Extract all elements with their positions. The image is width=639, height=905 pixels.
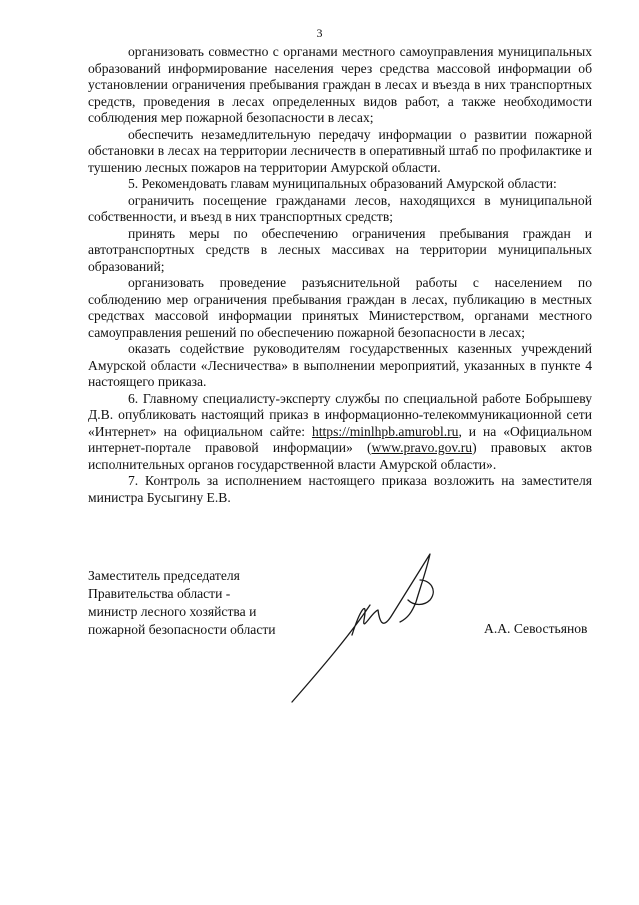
signatory-title [88, 567, 276, 639]
signatory-name: А.А. Севостьянов [484, 621, 588, 636]
signatory-title-line: министр лесного хозяйства и [88, 604, 257, 619]
page-number: 3 [316, 26, 323, 40]
document-body [88, 44, 592, 506]
item-6-text-part1: 6. Главному специалисту-эксперту службы по специальной работе Бобрышеву Д.В. опубликовать настоящий приказ в информационно-телекоммуникационной сети «Интернет» на официальном сайте: [88, 390, 592, 439]
signatory-title-line: Правительства области - [88, 586, 231, 601]
signatory-title-line: Заместитель председателя [88, 568, 240, 583]
handwritten-signature [280, 540, 450, 710]
paragraph-item-7: 7. Контроль за исполнением настоящего приказа возложить на заместителя министра Бусыгину Е.В. [88, 473, 592, 505]
item-6-text-part3: ) правовых актов исполнительных органов государственной власти Амурской области». [88, 440, 592, 472]
signatory-title-line: пожарной безопасности области [88, 622, 276, 637]
paragraph-take-measures: принять меры по обеспечению ограничения пребывания граждан и автотранспортных средств в лесных массивах на территории муниципальных образований; [88, 225, 592, 274]
paragraph-assist-forestries: оказать содействие руководителям государственных казенных учреждений Амурской области «Лесничества» в выполнении мероприятий, указанных в пункте 4 настоящего приказа. [88, 341, 592, 389]
ministry-site-link[interactable]: https://minlhpb.amurobl.ru [311, 423, 459, 439]
paragraph-inform-population: организовать совместно с органами местного самоуправления муниципальных образований информирование населения через средства массовой информации об установлении ограничения пребывания граждан в лесах и въезда в них транспортных средств, проведения в лесах определенных видов работ, а также необходимости соблюдения мер пожарной безопасности в лесах; [88, 44, 592, 125]
paragraph-item-5: 5. Рекомендовать главам муниципальных образований Амурской области: [128, 176, 557, 191]
paragraph-explanatory-work: организовать проведение разъяснительной работы с населением по соблюдению мер ограничения пребывания граждан в лесах, публикацию в местных средствах массовой информации принятых Министерством, органами местного самоуправления решений по обеспечению пожарной безопасности в лесах; [88, 275, 592, 340]
paragraph-fire-info-transfer: обеспечить незамедлительную передачу информации о развитии пожарной обстановки в лесах на территории лесничеств в оперативный штаб по профилактике и тушению лесных пожаров на территории Амурской области. [88, 126, 592, 175]
pravo-portal-link[interactable]: www.pravo.gov.ru [371, 440, 473, 455]
paragraph-item-6 [88, 391, 592, 474]
item-6-text-part2: , и на «Официальном интернет-портале правовой информации» ( [88, 423, 592, 455]
paragraph-restrict-visits: ограничить посещение гражданами лесов, находящихся в муниципальной собственности, и въезд в них транспортных средств; [88, 192, 592, 224]
